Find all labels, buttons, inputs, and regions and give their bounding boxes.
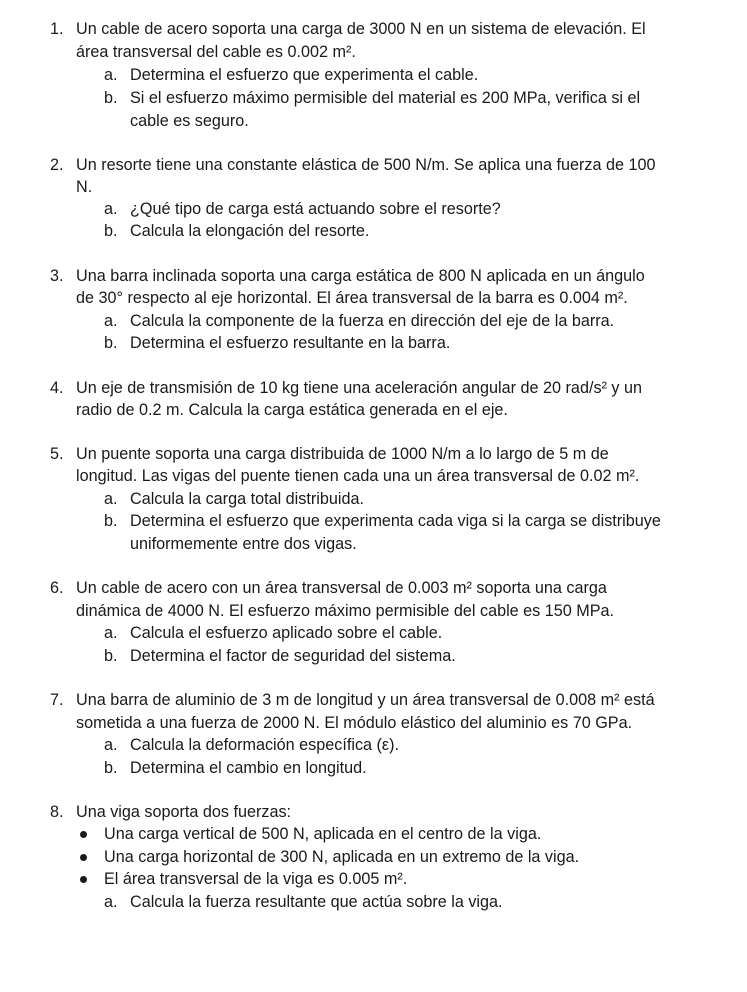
subquestion-text-line: Determina el esfuerzo que experimenta cada viga si la carga se distribuye <box>130 512 661 530</box>
subquestion-text-line: cable es seguro. <box>130 112 249 130</box>
problem-number: 4. <box>50 379 64 397</box>
problem-statement-line: de 30° respecto al eje horizontal. El área transversal de la barra es 0.004 m². <box>76 289 628 307</box>
subquestion-marker: a. <box>104 736 118 754</box>
subquestion-marker: a. <box>104 490 118 508</box>
subquestion-text-line: Calcula la fuerza resultante que actúa sobre la viga. <box>130 893 503 911</box>
subquestion-text-line: Determina el esfuerzo resultante en la barra. <box>130 334 451 352</box>
bullet-item: Una carga horizontal de 300 N, aplicada en un extremo de la viga. <box>104 848 580 866</box>
subquestion-marker: a. <box>104 200 118 218</box>
problem-statement-line: Una barra inclinada soporta una carga estática de 800 N aplicada en un ángulo <box>76 267 645 285</box>
problem-number: 2. <box>50 156 64 174</box>
problem-statement-line: radio de 0.2 m. Calcula la carga estática generada en el eje. <box>76 401 508 419</box>
subquestion-text-line: Determina el factor de seguridad del sistema. <box>130 647 456 665</box>
bullet-dot-icon <box>80 831 87 838</box>
subquestion-text-line: Calcula el esfuerzo aplicado sobre el cable. <box>130 624 443 642</box>
subquestion-marker: b. <box>104 222 118 240</box>
subquestion-text-line: ¿Qué tipo de carga está actuando sobre el resorte? <box>130 200 501 218</box>
subquestion-marker: a. <box>104 66 118 84</box>
problem-number: 1. <box>50 20 64 38</box>
subquestion-marker: b. <box>104 759 118 777</box>
subquestion-marker: b. <box>104 512 118 530</box>
problem-statement-line: sometida a una fuerza de 2000 N. El módulo elástico del aluminio es 70 GPa. <box>76 714 633 732</box>
problem-statement-line: Un cable de acero con un área transversal de 0.003 m² soporta una carga <box>76 579 607 597</box>
problem-number: 5. <box>50 445 64 463</box>
subquestion-text-line: Calcula la deformación específica (ε). <box>130 736 400 754</box>
subquestion-text-line: Determina el esfuerzo que experimenta el cable. <box>130 66 479 84</box>
problem-statement-line: Un puente soporta una carga distribuida de 1000 N/m a lo largo de 5 m de <box>76 445 609 463</box>
problem-number: 3. <box>50 267 64 285</box>
subquestion-text-line: Calcula la elongación del resorte. <box>130 222 370 240</box>
subquestion-text-line: Determina el cambio en longitud. <box>130 759 367 777</box>
problem-statement-line: Un eje de transmisión de 10 kg tiene una aceleración angular de 20 rad/s² y un <box>76 379 643 397</box>
bullet-item: Una carga vertical de 500 N, aplicada en el centro de la viga. <box>104 825 542 843</box>
subquestion-text-line: uniformemente entre dos vigas. <box>130 535 357 553</box>
problem-number: 8. <box>50 803 64 821</box>
problem-number: 6. <box>50 579 64 597</box>
problem-statement-line: Un cable de acero soporta una carga de 3000 N en un sistema de elevación. El <box>76 20 646 38</box>
bullet-item: El área transversal de la viga es 0.005 m². <box>104 870 408 888</box>
problem-statement-line: Una barra de aluminio de 3 m de longitud y un área transversal de 0.008 m² está <box>76 691 655 709</box>
subquestion-marker: b. <box>104 89 118 107</box>
problem-statement-line: Un resorte tiene una constante elástica de 500 N/m. Se aplica una fuerza de 100 <box>76 156 656 174</box>
subquestion-marker: a. <box>104 624 118 642</box>
subquestion-marker: a. <box>104 893 118 911</box>
bullet-dot-icon <box>80 876 87 883</box>
subquestion-marker: a. <box>104 312 118 330</box>
subquestion-text-line: Si el esfuerzo máximo permisible del material es 200 MPa, verifica si el <box>130 89 641 107</box>
problem-statement-line: dinámica de 4000 N. El esfuerzo máximo permisible del cable es 150 MPa. <box>76 602 615 620</box>
subquestion-marker: b. <box>104 647 118 665</box>
subquestion-marker: b. <box>104 334 118 352</box>
problem-statement-line: área transversal del cable es 0.002 m². <box>76 43 356 61</box>
problem-statement-line: Una viga soporta dos fuerzas: <box>76 803 292 821</box>
problem-number: 7. <box>50 691 64 709</box>
problem-statement-line: longitud. Las vigas del puente tienen cada una un área transversal de 0.02 m². <box>76 467 640 485</box>
subquestion-text-line: Calcula la componente de la fuerza en dirección del eje de la barra. <box>130 312 615 330</box>
subquestion-text-line: Calcula la carga total distribuida. <box>130 490 364 508</box>
problem-statement-line: N. <box>76 178 93 196</box>
bullet-dot-icon <box>80 854 87 861</box>
